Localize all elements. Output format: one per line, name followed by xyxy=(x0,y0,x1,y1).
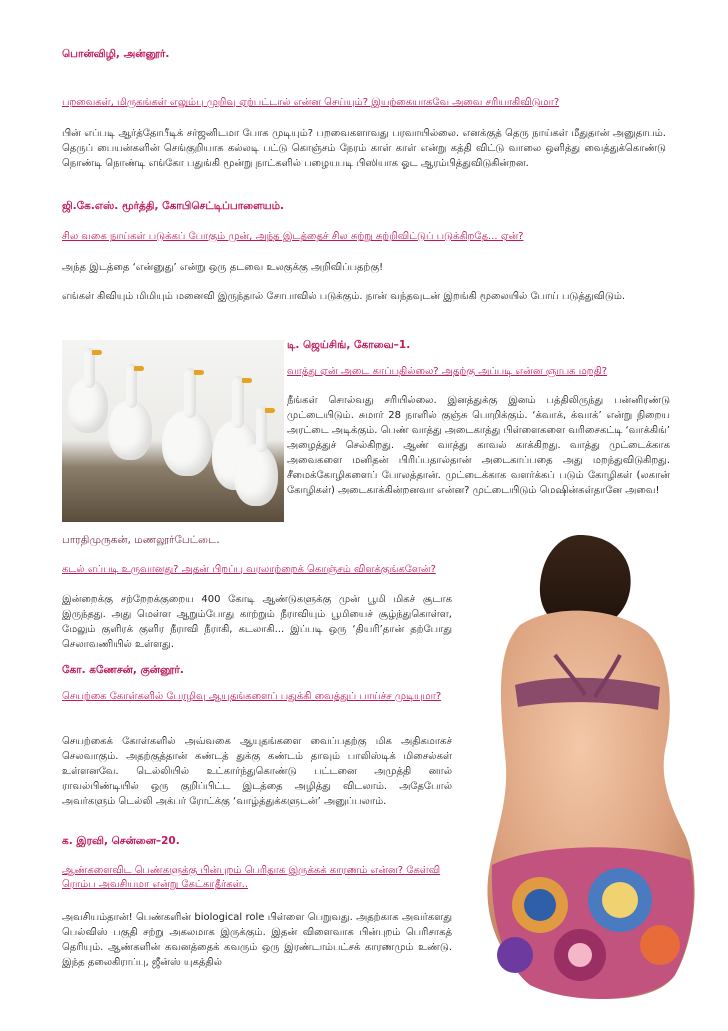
answer: அந்த இடத்தை ‘என்னுது’ என்று ஒரு தடவை உலகுக்கு அறிவிப்பதற்கு! xyxy=(62,262,384,273)
answer: நீங்கள் சொல்வது சரியில்லை. இனத்துக்கு இனம் பத்திலிருந்து பன்னிரண்டு முட்டையிடும். சுமார் 28 நாளில் குஞ்சு பொறிக்கும். ‘க்வாக், க்வாக்’ என்று நிறைய அரட்டை அடிக்கும். பெண் வாத்து அடைகாத்து பிள்ளைகளை வரிசைகட்டி ‘வாக்கிங்’ அழைத்துச் செல்கிறது. ஆண் வாத்து காவல் காக்கிறது. வாத்து முட்டைக்காக அவைகளை மனிதன் பிரிப்பதால்தான் அடைகாப்பதை அது மறந்துவிடுகிறது. சீமைக்கோழிகளைப் போலத்தான். முட்டைக்காக வளர்க்கப் படும் கோழிகள் (லகான் கோழிகள்) அடைகாக்கின்றனவா என்ன? முட்டையிடும் மெஷின்கள்தானே அவை! xyxy=(287,395,670,496)
asker-name: ஜி.கே.எஸ். மூர்த்தி, கோபிசெட்டிப்பாளையம். xyxy=(62,200,285,212)
asker-name: பாரதிமுருகன், மணலூர்பேட்டை. xyxy=(62,534,220,546)
answer: பின் எப்படி ஆர்த்தோபீடிக் சர்ஜனிடமா போக முடியும்? பறவைகளாவது பரவாயில்லை. எனக்குத் தெரு நாய்கள் மீதுதான் அனுதாபம். தெருப் பையன்களின் செங்குறியாக கல்லடி பட்டு கொஞ்சம் நேரம் காள் காள் என்று கத்தி விட்டு வாலை ஒளித்து வைத்துக்கொண்டு நொண்டி நொண்டி எங்கோ பதுங்கி மூன்று நாட்களில் பழையபடி பிஸியாக ஓட ஆரம்பித்துவிடுகின்றன. xyxy=(62,128,666,169)
question: செயற்கை கோள்களில் பேரழிவு ஆயுதங்களைப் பதுக்கி வைத்துப் பாய்ச்ச முடியுமா? xyxy=(62,691,442,702)
answer: செயற்கைக் கோள்களில் அவ்வகை ஆயுதங்களை வைப்பதற்கு மிக அதிகமாகச் செலவாகும். அதற்குத்தான் கண்டத் துக்கு கண்டம் தாவும் பாலிஸ்டிக் மிசைல்கள் உள்ளனவே. டெல்லியில் உட்கார்ந்துகொண்டு பட்டனை அமுத்தி னால் ராவல்பிண்டியில் ஒரு குறிப்பிட்ட இடத்தை அழித்து விடலாம். அதேபோல் அவர்களும் டெல்லி அக்பர் ரோட்க்கு ‘வாழ்த்துக்களுடன்’ அனுப்பலாம். xyxy=(62,736,452,807)
answer: அவசியம்தான்! பெண்களின் biological role பிள்ளை பெறுவது. அதற்காக அவர்களது பெல்விஸ் பகுதி சற்று அகலமாக இருக்கும். இதன் விளைவாக பின்புறம் பெரிசாகத் தெரியும். ஆண்களின் கவனத்தைக் கவரும் ஒரு இரண்டாம்பட்சக் காரணமும் உண்டு. இந்த தலைகிராப்பு, ஜீன்ஸ் யுகத்தில் xyxy=(62,912,452,968)
asker-name: க. இரவி, சென்னை–20. xyxy=(62,835,180,847)
answer: எங்கள் கிவியும் மிமியும் மனைவி இருந்தால் சோபாவில் படுக்கும். நான் வந்தவுடன் இறங்கி மூலையில் போய் படுத்துவிடும். xyxy=(62,291,626,302)
question: வாத்து ஏன் அடை காப்பதில்லை? அதற்கு அப்படி என்ன ஞாபக மறதி? xyxy=(287,366,608,377)
question: சில வகை நாய்கள் படுக்கப் போகும் முன், அந்த இடத்தைச் சில சுற்று சுற்றிவிட்டுப் படுக்கிறதே... ஏன்? xyxy=(62,231,524,242)
answer: இன்றைக்கு சற்றேறக்குறைய 400 கோடி ஆண்டுகளுக்கு முன் பூமி மிகச் சூடாக இருந்தது. அது மெள்ள ஆறும்போது காற்றும் நீராவியும் பூமியைச் சூழ்ந்துகொள்ள, மேலும் குளிரக் குளிர நீராவி நீராகி, கடலாகி... இப்படி ஒரு ‘தியரி’தான் தற்போது செலாவணியில் உள்ளது. xyxy=(62,594,452,650)
geese-photo xyxy=(62,340,284,522)
asker-name: டி. ஜெய்சிங், கோவை–1. xyxy=(287,339,411,351)
asker-name: பொன்விழி, அன்னூர். xyxy=(62,48,170,60)
question: கடல் எப்படி உருவானது? அதன் பிறப்பு வரலாற்றைக் கொஞ்சம் விளக்குங்களேன்? xyxy=(62,564,436,575)
asker-name: கோ. கணேசன், குன்னூர். xyxy=(62,664,184,676)
question: ஆண்களைவிட பெண்களுக்கு பின்புறம் பெரிதாக இருக்கக் காரணம் என்ன? கேள்வி ரொம்ப அவசியமா என்று கேட்காதீர்கள்.. xyxy=(62,865,441,890)
woman-photo xyxy=(460,535,700,1005)
question: பறவைகள், மிருகங்கள் எலும்பு முறிவு ஏற்பட்டால் என்ன செய்யும்? இயற்கையாகவே அவை சரியாகிவிடுமா? xyxy=(62,97,560,108)
